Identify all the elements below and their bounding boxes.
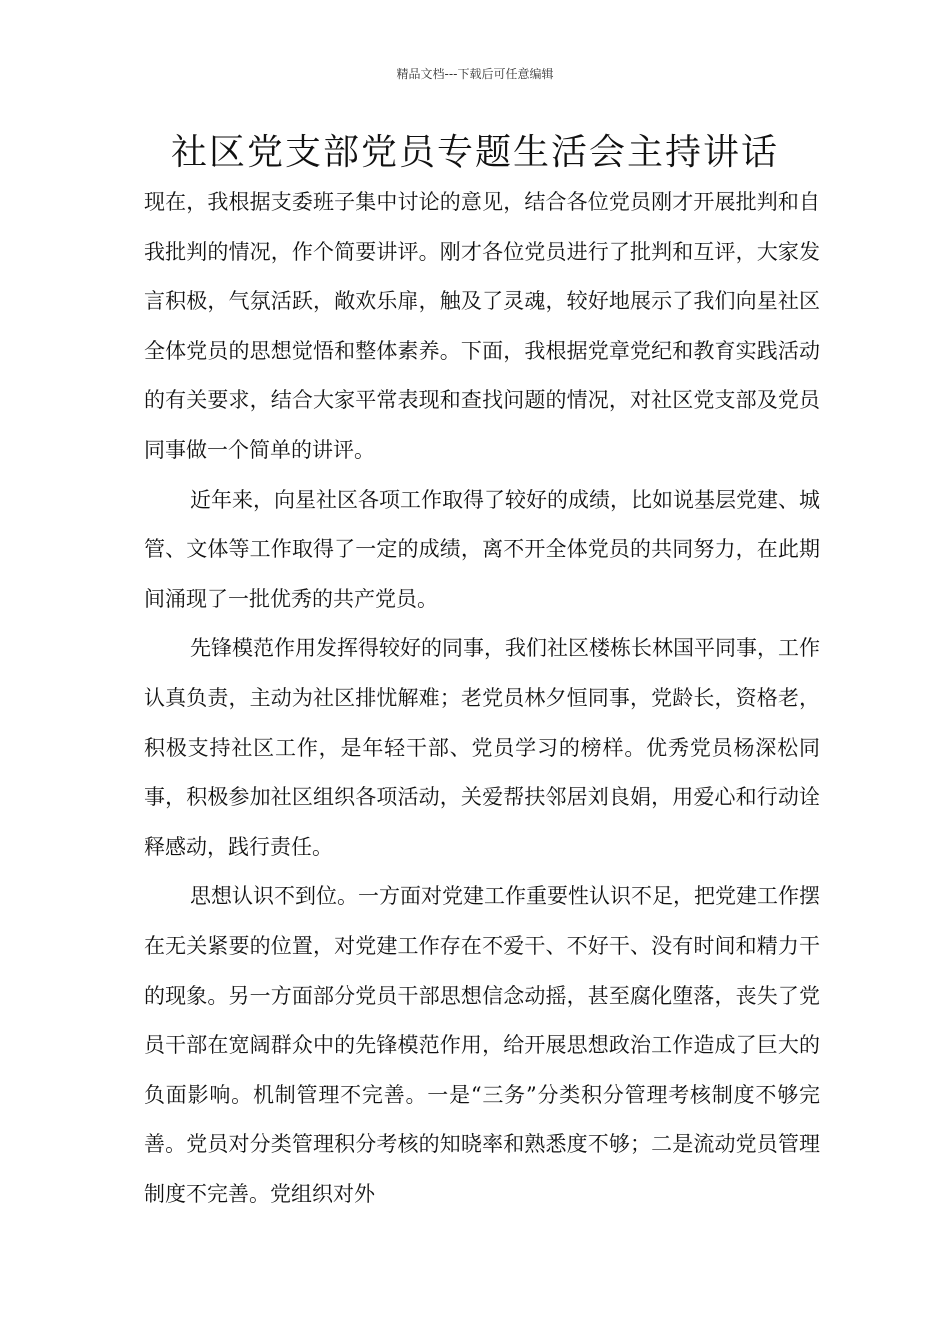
paragraph-1: 现在，我根据支委班子集中讨论的意见，结合各位党员刚才开展批判和自我批判的情况，作个简要讲评。刚才各位党员进行了批判和互评，大家发言积极，气氛活跃，敞欢乐扉，触及了灵魂，较好地展示了我们向星社区全体党员的思想觉悟和整体素养。下面，我根据党章党纪和教育实践活动的有关要求，结合大家平常表现和查找问题的情况，对社区党支部及党员同事做一个简单的讲评。 [144,190,820,462]
header-note: 精品文档---下载后可任意编辑 [396,67,554,81]
document-body [144,178,820,1219]
paragraph-2: 近年来，向星社区各项工作取得了较好的成绩，比如说基层党建、城管、文体等工作取得了一定的成绩，离不开全体党员的共同努力，在此期间涌现了一批优秀的共产党员。 [144,487,820,611]
paragraph-4: 思想认识不到位。一方面对党建工作重要性认识不足，把党建工作摆在无关紧要的位置，对党建工作存在不爱干、不好干、没有时间和精力干的现象。另一方面部分党员干部思想信念动摇，甚至腐化堕落，丧失了党员干部在宽阔群众中的先锋模范作用，给开展思想政治工作造成了巨大的负面影响。机制管理不完善。一是“三务”分类积分管理考核制度不够完善。党员对分类管理积分考核的知晓率和熟悉度不够；二是流动党员管理制度不完善。党组织对外 [144,884,820,1206]
paragraph-3: 先锋模范作用发挥得较好的同事，我们社区楼栋长林国平同事，工作认真负责，主动为社区排忧解难；老党员林夕恒同事，党龄长，资格老，积极支持社区工作，是年轻干部、党员学习的榜样。优秀党员杨深松同事，积极参加社区组织各项活动，关爱帮扶邻居刘良娟，用爱心和行动诠释感动，践行责任。 [144,636,820,859]
document-title: 社区党支部党员专题生活会主持讲话 [170,132,779,173]
